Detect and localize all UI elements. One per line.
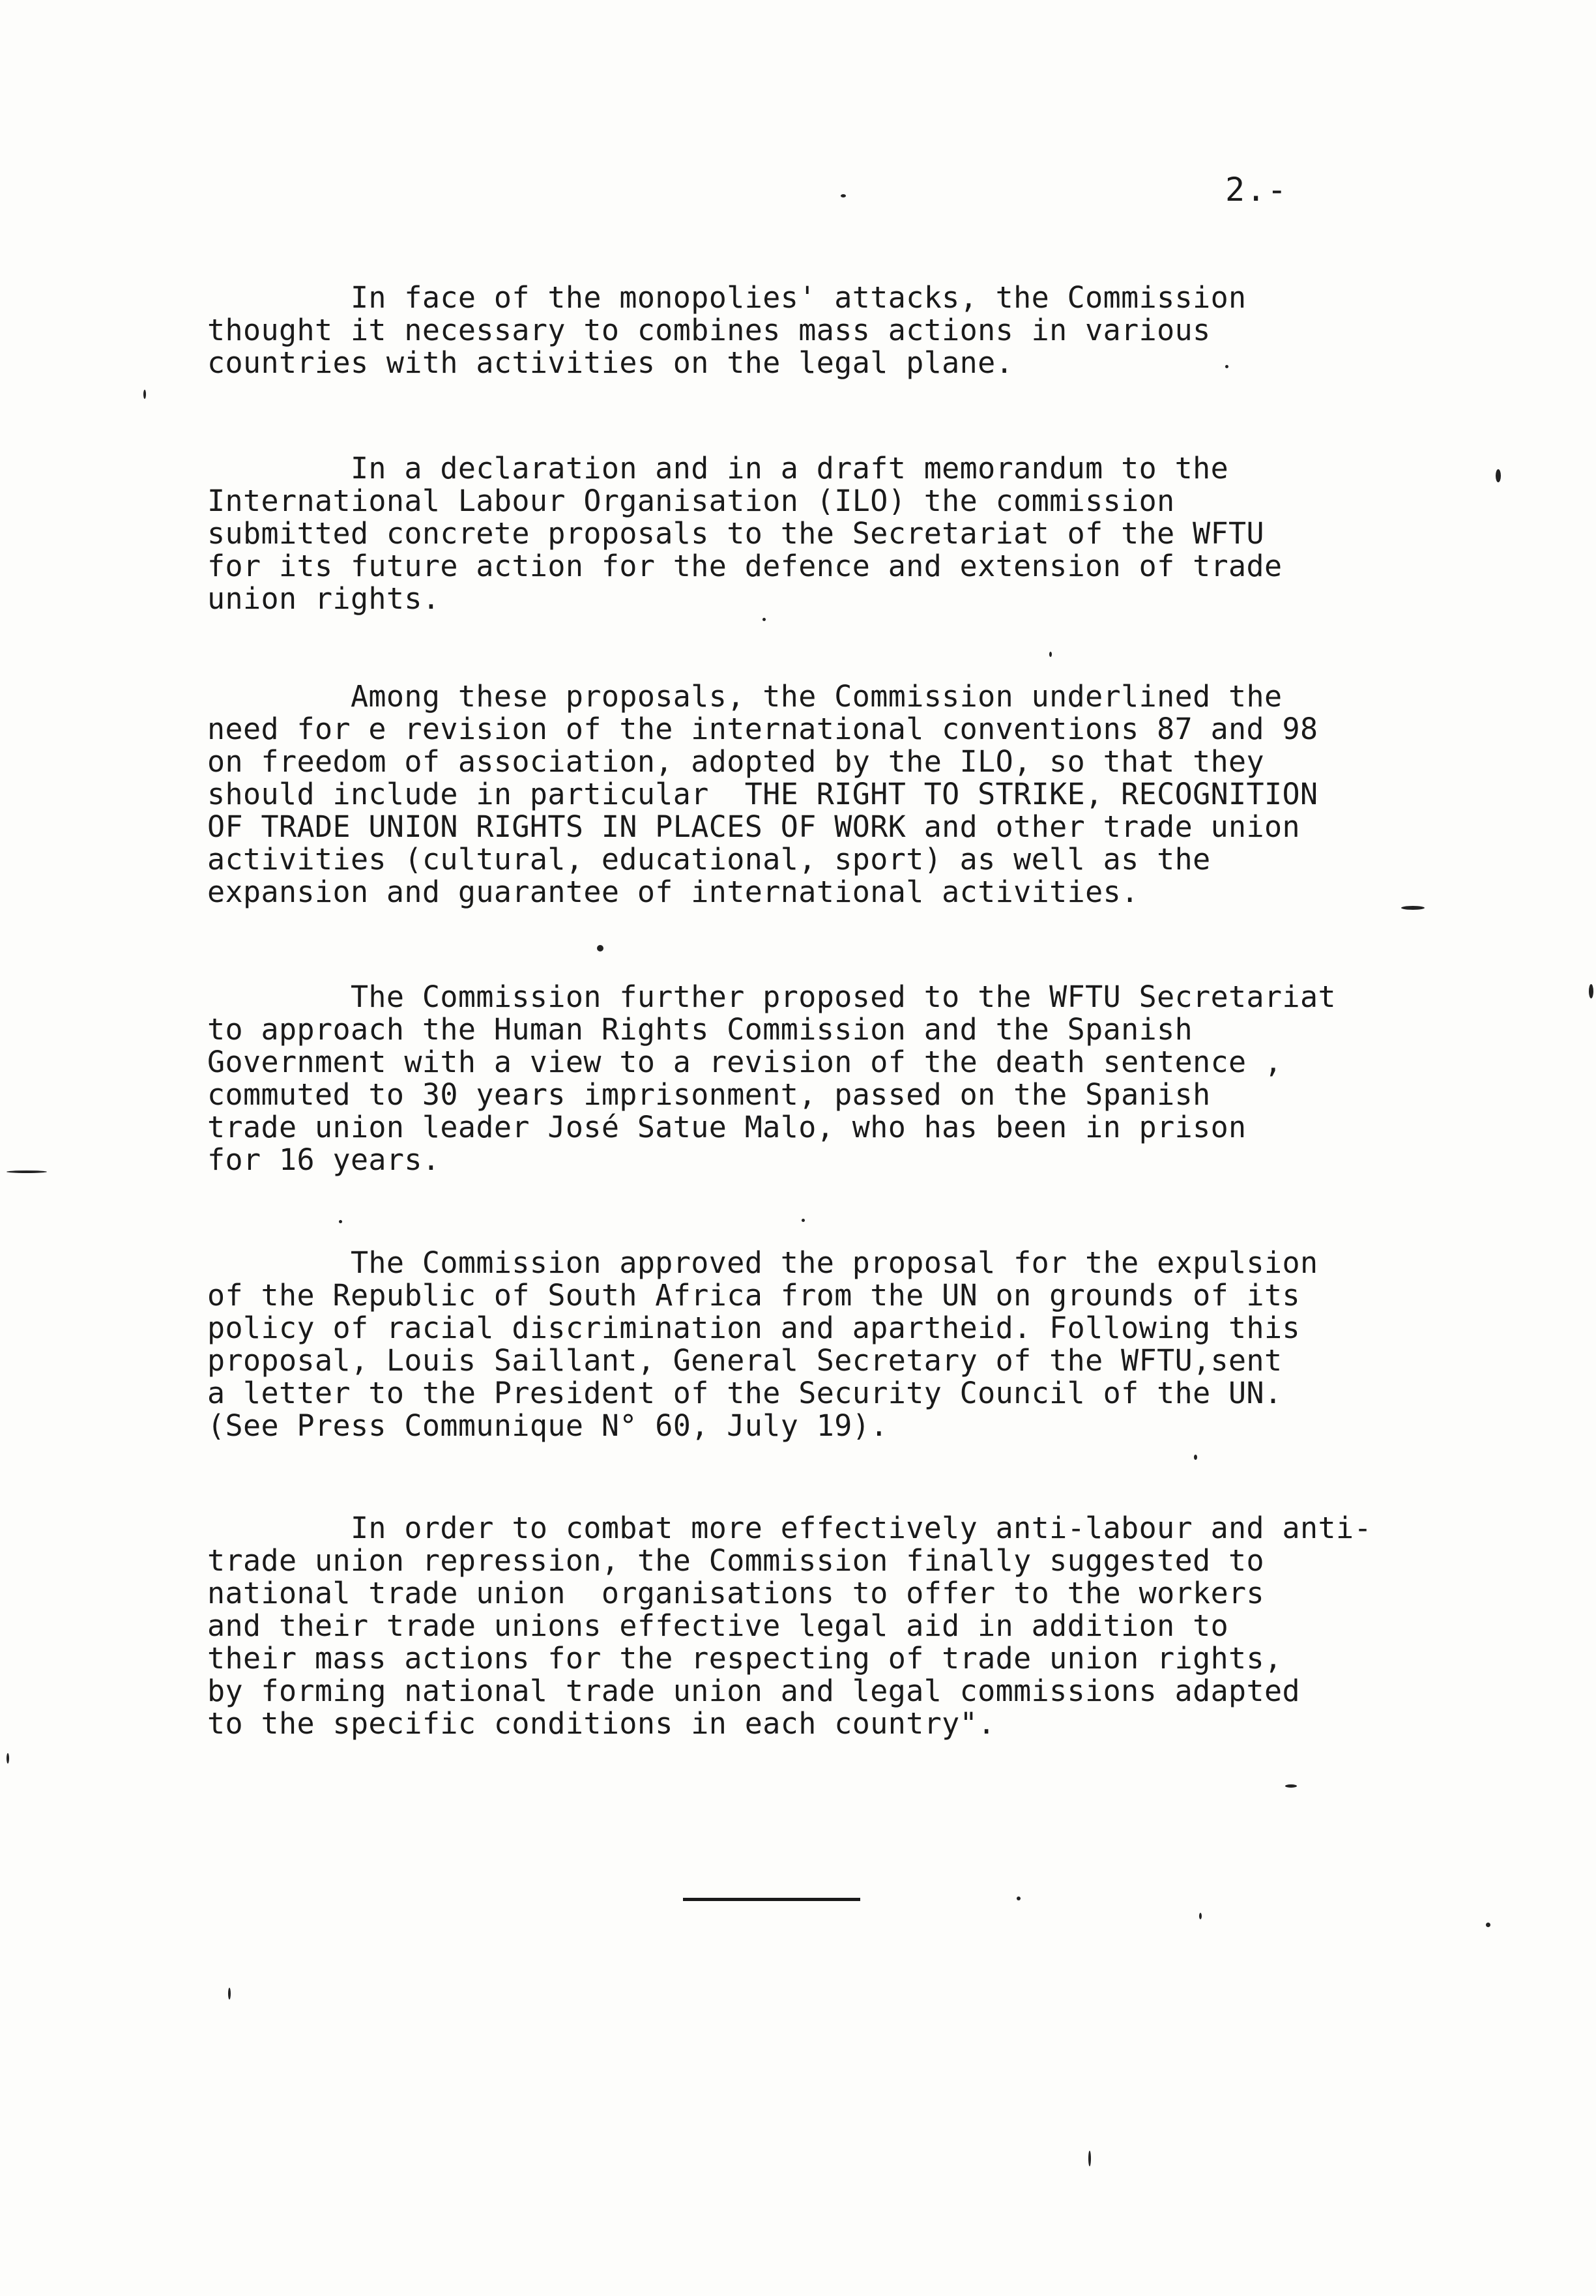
scan-speck [7,1753,9,1764]
paragraph-south-africa: The Commission approved the proposal for the expulsion of the Republic of South Africa from the UN on grounds of its policy of racial discrimination and apartheid. Following this proposal, Louis Saillant, General Secretary of the WFTU,sent a letter to the President of the Security Council of the UN. (See Press Communique N° 60, July 19). [207,1245,1318,1443]
scan-speck [762,618,766,621]
scan-speck [7,1170,47,1173]
scan-speck [1589,984,1593,998]
scan-speck [841,194,846,197]
scan-speck [1285,1784,1297,1788]
scan-speck [1049,652,1052,657]
scan-speck [1401,906,1425,910]
scan-speck [802,1219,805,1222]
scan-speck [1199,1913,1202,1919]
scan-speck [1496,469,1501,482]
closing-rule [683,1898,860,1901]
scan-speck [1194,1455,1197,1460]
paragraph-spanish-leader: The Commission further proposed to the WFTU Secretariat to approach the Human Rights Commission and the Spanish Government with a view to a revision of the death sentence , commuted to 30 years imprisonment, passed on the Spanish trade union leader José Satue Malo, who has been in prison for 16 years. [207,980,1337,1177]
paragraph-proposals-conventions: Among these proposals, the Commission underlined the need for e revision of the international conventions 87 and 98 on freedom of association, adopted by the ILO, so that they should include in particular THE RIGHT TO STRIKE, RECOGNITION OF TRADE UNION RIGHTS IN PLACES OF WORK and other trade union activities (cultural, educational, sport) as well as the expansion and guarantee of international activities. [207,679,1318,909]
scan-speck [143,390,146,399]
paragraph-ilo-declaration: In a declaration and in a draft memorandum to the International Labour Organisation (ILO) the commission submitted concrete proposals to the Secretariat of the WFTU for its future action for the defence and extension of trade union rights. [207,451,1283,616]
scan-speck [1486,1923,1490,1927]
page-number: 2.- [1225,171,1288,209]
scan-speck [597,945,603,952]
scan-speck [228,1988,231,1999]
paragraph-legal-aid: In order to combat more effectively anti-labour and anti- trade union repression, the Commission finally suggested to national trade union organisations to offer to the workers and their trade unions effective legal aid in addition to their mass actions for the respecting of trade union rights, by forming national trade union and legal commissions adapted to the specific conditions in each country". [207,1511,1372,1741]
scan-speck [1225,365,1228,368]
scan-speck [339,1220,342,1223]
scan-speck [1017,1896,1021,1900]
scan-speck [1088,2151,1091,2166]
paragraph-monopolies-attacks: In face of the monopolies' attacks, the Commission thought it necessary to combines mass actions in various countries with activities on the legal plane. [207,280,1247,380]
